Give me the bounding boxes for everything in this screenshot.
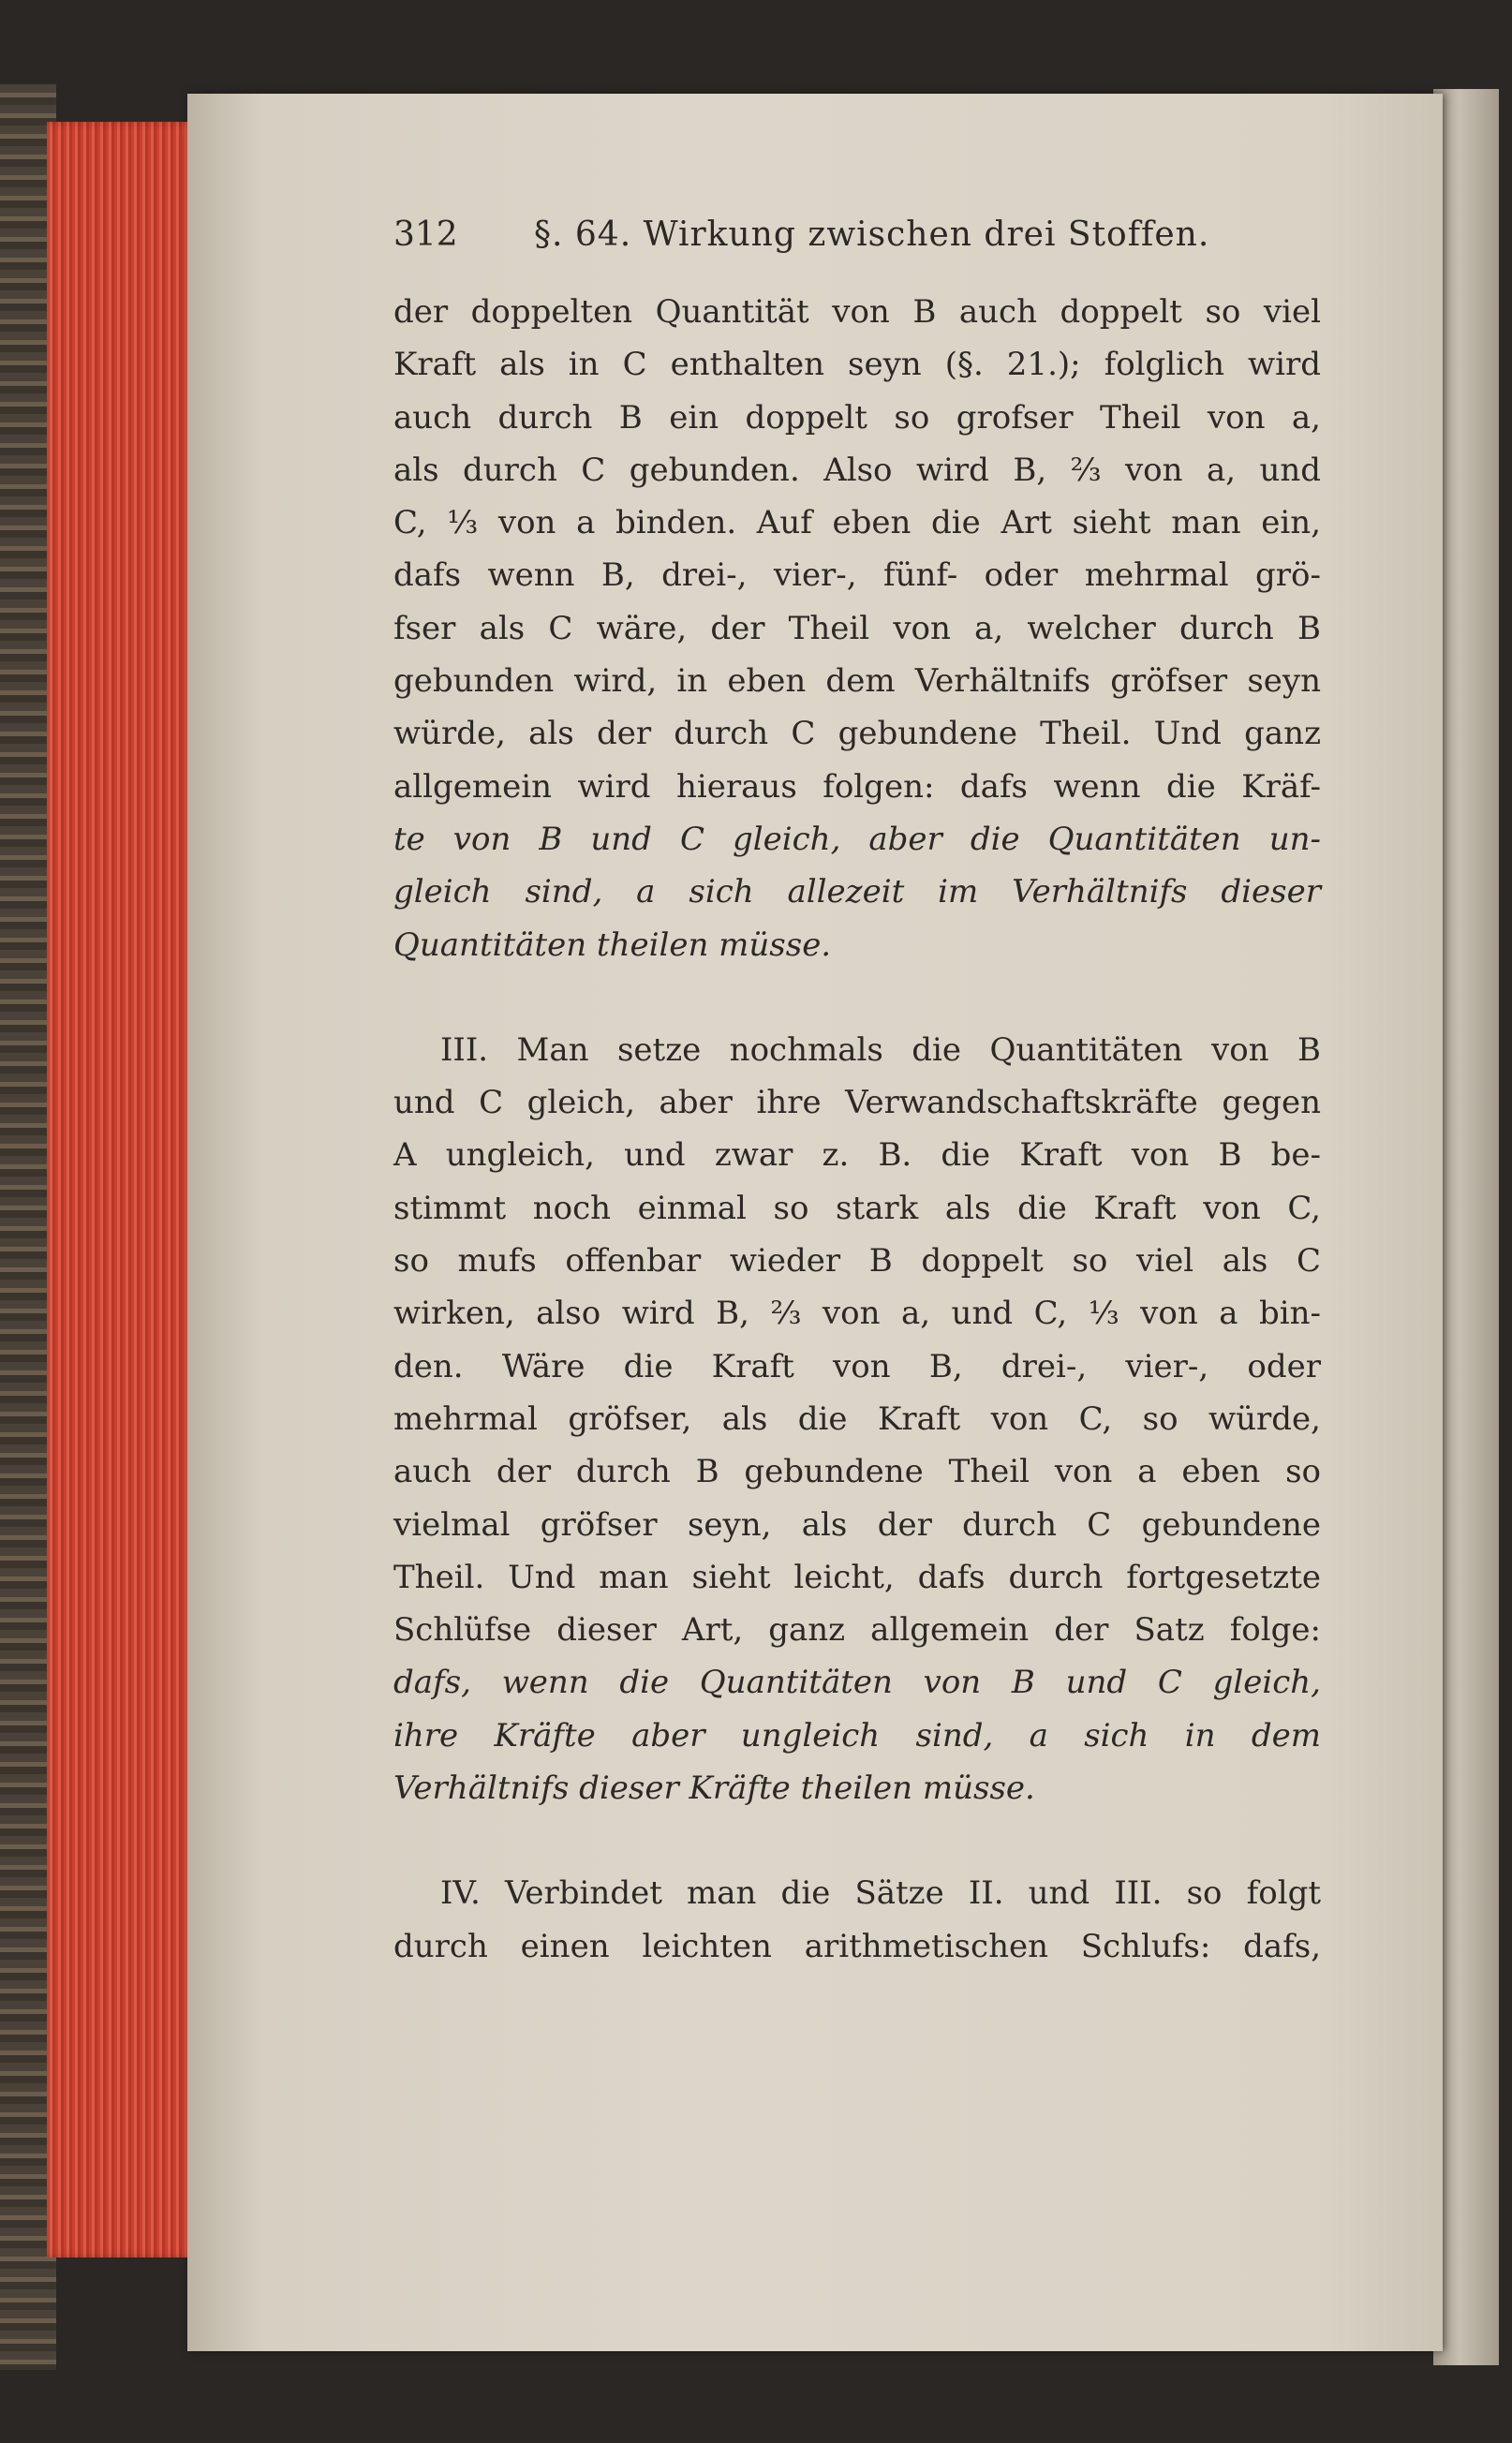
text-line: durch einen leichten arithmetischen Schlufs: dafs, bbox=[393, 1927, 1321, 1965]
text-line: Verhältnifs dieser Kräfte theilen müsse. bbox=[393, 1769, 1035, 1808]
paragraph bbox=[393, 1024, 1321, 1814]
text-line: allgemein wird hieraus folgen: dafs wenn die Kräf- bbox=[393, 767, 1321, 806]
text-line: Kraft als in C enthalten seyn (§. 21.); folglich wird bbox=[393, 346, 1321, 384]
text-line: fser als C wäre, der Theil von a, welcher durch B bbox=[393, 609, 1321, 647]
text-line: würde, als der durch C gebundene Theil. Und ganz bbox=[393, 715, 1321, 753]
text-line: den. Wäre die Kraft von B, drei-, vier-, oder bbox=[393, 1347, 1321, 1385]
text-line: mehrmal gröfser, als die Kraft von C, so würde, bbox=[393, 1399, 1321, 1438]
paragraph-gap bbox=[393, 1814, 1321, 1867]
body-text bbox=[393, 286, 1321, 1973]
text-line: vielmal gröfser seyn, als der durch C gebundene bbox=[393, 1505, 1321, 1544]
text-line: A ungleich, und zwar z. B. die Kraft von B be- bbox=[393, 1136, 1321, 1175]
paragraph-gap bbox=[393, 971, 1321, 1024]
section-title: §. 64. Wirkung zwischen drei Stoffen. bbox=[534, 215, 1210, 254]
text-line: dafs wenn B, drei-, vier-, fünf- oder mehrmal grö- bbox=[393, 556, 1321, 595]
text-line: ihre Kräfte aber ungleich sind, a sich in dem bbox=[393, 1716, 1321, 1755]
text-line: gleich sind, a sich allezeit im Verhältnifs dieser bbox=[393, 873, 1321, 911]
text-line: stimmt noch einmal so stark als die Kraft von C, bbox=[393, 1189, 1321, 1227]
text-line: auch der durch B gebundene Theil von a eben so bbox=[393, 1453, 1321, 1491]
page-number: 312 bbox=[393, 215, 458, 254]
paragraph bbox=[393, 286, 1321, 971]
text-line: und C gleich, aber ihre Verwandschaftskräfte gegen bbox=[393, 1084, 1321, 1122]
running-header bbox=[393, 215, 1330, 262]
text-line: IV. Verbindet man die Sätze II. und III. so folgt bbox=[440, 1874, 1321, 1913]
text-line: III. Man setze nochmals die Quantitäten von B bbox=[440, 1030, 1321, 1069]
text-line: Quantitäten theilen müsse. bbox=[393, 925, 832, 964]
text-line: C, ⅓ von a binden. Auf eben die Art sieht man ein, bbox=[393, 504, 1321, 542]
text-line: der doppelten Quantität von B auch doppelt so viel bbox=[393, 293, 1321, 331]
text-line: gebunden wird, in eben dem Verhältnifs gröfser seyn bbox=[393, 662, 1321, 701]
text-line: dafs, wenn die Quantitäten von B und C gleich, bbox=[393, 1664, 1321, 1702]
text-line: Schlüfse dieser Art, ganz allgemein der Satz folge: bbox=[393, 1611, 1321, 1650]
text-line: Theil. Und man sieht leicht, dafs durch fortgesetzte bbox=[393, 1558, 1321, 1596]
text-line: als durch C gebunden. Also wird B, ⅔ von a, und bbox=[393, 451, 1321, 489]
paragraph bbox=[393, 1867, 1321, 1973]
text-line: wirken, also wird B, ⅔ von a, und C, ⅓ von a bin- bbox=[393, 1295, 1321, 1333]
text-line: auch durch B ein doppelt so grofser Theil von a, bbox=[393, 398, 1321, 437]
text-line: so mufs offenbar wieder B doppelt so viel als C bbox=[393, 1242, 1321, 1281]
text-line: te von B und C gleich, aber die Quantitäten un- bbox=[393, 820, 1321, 858]
facing-page-edge bbox=[1433, 89, 1499, 2365]
